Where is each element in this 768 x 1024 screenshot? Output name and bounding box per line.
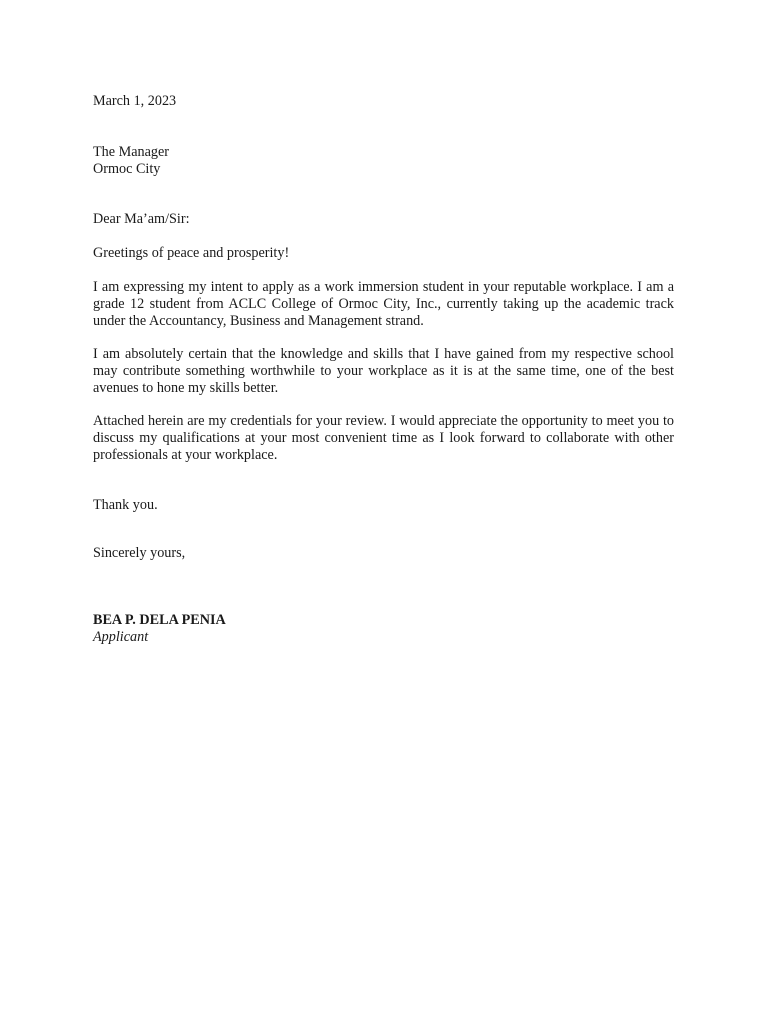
- body-paragraph-3: Attached herein are my credentials for your review. I would appreciate the opportunity to meet you to discuss my qualifications at your most convenient time as I look forward to collaborate with other professionals at your workplace.: [93, 413, 674, 463]
- salutation: Dear Ma’am/Sir:: [93, 211, 190, 227]
- letter-date: March 1, 2023: [93, 93, 177, 109]
- recipient-line-1: The Manager: [93, 144, 170, 160]
- signatory-title: Applicant: [93, 629, 149, 645]
- greeting-line: Greetings of peace and prosperity!: [93, 245, 290, 261]
- body-paragraph-1: I am expressing my intent to apply as a work immersion student in your reputable workplace. I am a grade 12 student from ACLC College of Ormoc City, Inc., currently taking up the academic track under the Accountancy, Business and Management strand.: [93, 279, 674, 329]
- closing-line: Sincerely yours,: [93, 545, 186, 561]
- recipient-line-2: Ormoc City: [93, 161, 161, 177]
- thanks-line: Thank you.: [93, 497, 158, 513]
- signatory-name: BEA P. DELA PENIA: [93, 612, 226, 628]
- body-paragraph-2: I am absolutely certain that the knowledge and skills that I have gained from my respective school may contribute something worthwhile to your workplace as it is at the same time, one of the best avenues to hone my skills better.: [93, 346, 674, 396]
- recipient-block: [93, 144, 674, 178]
- signature-block: [93, 612, 674, 646]
